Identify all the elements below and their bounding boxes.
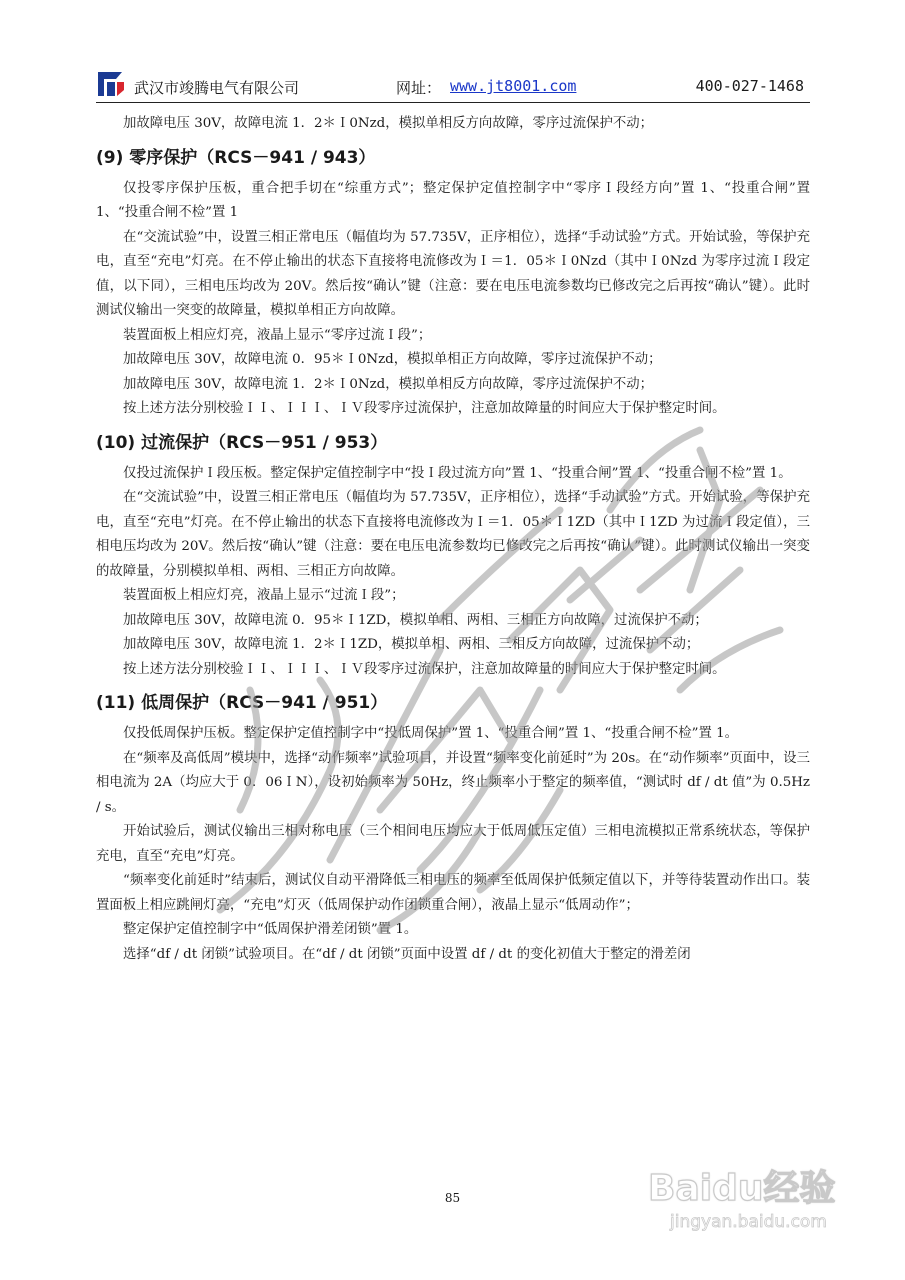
paragraph: 在“交流试验”中，设置三相正常电压（幅值均为 57.735V，正序相位），选择“手动试验”方式。开始试验，等保护充电，直至“充电”灯亮。在不停止输出的状态下直接将电流修改为Ｉ＝1．05＊Ｉ1ZD（其中Ｉ1ZD 为过流Ｉ段定值），三相电压均改为 20V。然后按“确认”键（注意：要在电压电流参数均已修改完之后再按“确认”键）。此时测试仪输出一突变的故障量，分别模拟单相、两相、三相正方向故障。	[96, 490, 810, 579]
paragraph: 按上述方法分别校验ＩＩ、ＩＩＩ、ＩＶ段零序过流保护，注意加故障量的时间应大于保护整定时间。	[123, 401, 726, 416]
section-heading: (9) 零序保护（RCS－941 / 943）	[96, 147, 376, 168]
paragraph: 在“交流试验”中，设置三相正常电压（幅值均为 57.735V，正序相位），选择“手动试验”方式。开始试验，等保护充电，直至“充电”灯亮。在不停止输出的状态下直接将电流修改为Ｉ＝1．05＊Ｉ0Nzd（其中Ｉ0Nzd 为零序过流Ｉ段定值，以下同），三相电压均改为 20V。然后按“确认”键（注意：要在电压电流参数均已修改完之后再按“确认”键）。此时测试仪输出一突变的故障量，模拟单相正方向故障。	[96, 229, 810, 318]
watermark-text: 竣腾电气	[500, 682, 540, 693]
paragraph: “频率变化前延时”结束后，测试仪自动平滑降低三相电压的频率至低周保护低频定值以下，并等待装置动作出口。装置面板上相应跳闸灯亮，“充电”灯灭（低周保护动作闭锁重合闸），液晶上显示“低周动作”；	[96, 873, 810, 913]
company-logo-icon	[96, 70, 126, 98]
paragraph: 按上述方法分别校验ＩＩ、ＩＩＩ、ＩＶ段零序过流保护，注意加故障量的时间应大于保护整定时间。	[123, 661, 726, 677]
paragraph: 仅投过流保护Ｉ段压板。整定保护定值控制字中“投Ｉ段过流方向”置 1、“投重合闸”置 1、“投重合闸不检”置 1。	[123, 465, 792, 481]
paragraph: 加故障电压 30V，故障电流 1．2＊Ｉ0Nzd，模拟单相反方向故障，零序过流保护不动；	[123, 116, 654, 131]
page-number: 85	[444, 1191, 461, 1205]
document-body	[96, 112, 810, 967]
paragraph: 仅投零序保护压板，重合把手切在“综重方式”；整定保护定值控制字中“零序Ｉ段经方向”置 1、“投重合闸”置 1、“投重合闸不检”置 1	[96, 180, 810, 220]
paragraph: 装置面板上相应灯亮，液晶上显示“过流Ｉ段”；	[123, 588, 405, 603]
paragraph: 选择“df / dt 闭锁”试验项目。在“df / dt 闭锁”页面中设置 df / dt 的变化初值大于整定的滑差闭	[123, 946, 691, 962]
baidu-logo: Baidu经验	[648, 1168, 836, 1209]
company-name: 武汉市竣腾电气有限公司	[134, 79, 300, 97]
paragraph: 加故障电压 30V，故障电流 1．2＊Ｉ1ZD，模拟单相、两相、三相反方向故障，过流保护不动；	[123, 637, 700, 652]
paragraph: 整定保护定值控制字中“低周保护滑差闭锁”置 1。	[123, 922, 418, 937]
page-header	[96, 66, 810, 103]
website-link[interactable]: www.jt8001.com	[450, 77, 577, 95]
baidu-jingyan-watermark	[640, 1160, 880, 1270]
section-heading: (11) 低周保护（RCS－941 / 951）	[96, 693, 388, 713]
paragraph: 开始试验后，测试仪输出三相对称电压（三个相间电压均应大于低周低压定值）三相电流模拟正常系统状态，等保护充电，直至“充电”灯亮。	[96, 824, 810, 864]
paragraph: 仅投低周保护压板。整定保护定值控制字中“投低周保护”置 1、“投重合闸”置 1、“投重合闸不检”置 1。	[123, 726, 739, 741]
website-label: 网址：	[396, 79, 442, 97]
section-heading: (10) 过流保护（RCS－951 / 953）	[96, 432, 388, 453]
phone-number: 400-027-1468	[695, 77, 804, 95]
paragraph: 装置面板上相应灯亮，液晶上显示“零序过流Ｉ段”；	[123, 327, 432, 343]
baidu-site: jingyan.baidu.com	[670, 1212, 827, 1232]
paragraph: 加故障电压 30V，故障电流 1．2＊Ｉ0Nzd，模拟单相反方向故障，零序过流保护不动；	[123, 376, 654, 392]
paragraph: 在“频率及高低周”模块中，选择“动作频率”试验项目，并设置“频率变化前延时”为 20s。在“动作频率”页面中，设三相电流为 2A（均应大于 0．06ＩN），设初始频率为 50Hz，终止频率小于整定的频率值，“测试时 df / dt 值”为 0.5Hz / s。	[96, 750, 810, 815]
paragraph: 加故障电压 30V，故障电流 0．95＊Ｉ0Nzd，模拟单相正方向故障，零序过流保护不动；	[123, 352, 662, 367]
paragraph: 加故障电压 30V，故障电流 0．95＊Ｉ1ZD，模拟单相、两相、三相正方向故障，过流保护不动；	[123, 612, 708, 628]
